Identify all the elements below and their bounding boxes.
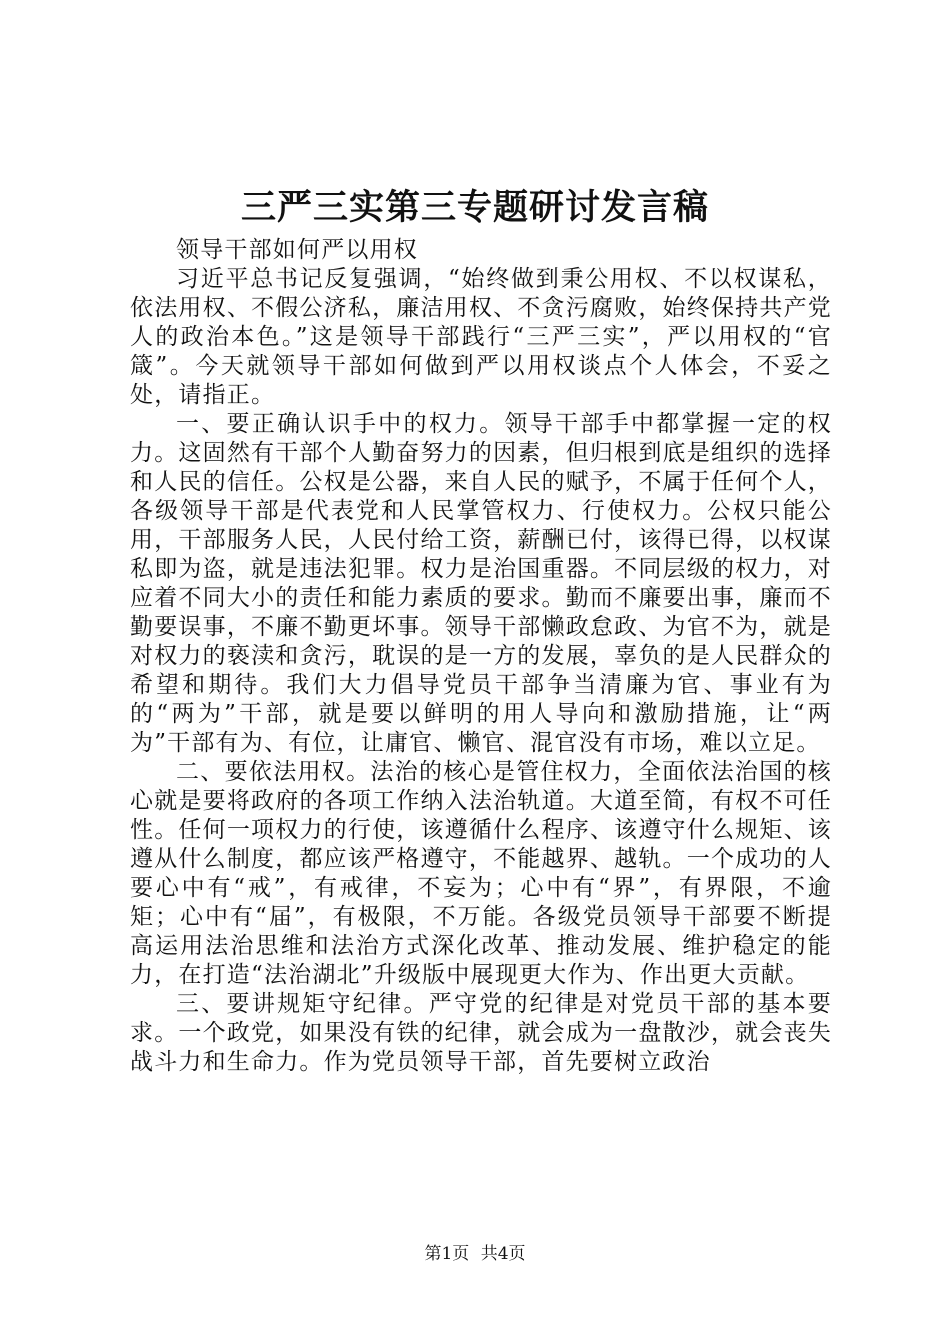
page-total: 共4页 <box>480 1244 526 1264</box>
page-footer <box>0 1242 950 1266</box>
section-two-paragraph: 二、要依法用权。法治的核心是管住权力，全面依法治国的核心就是要将政府的各项工作纳入法治轨道。大道至简，有权不可任性。任何一项权力的行使，该遵循什么程序、该遵守什么规矩、该遵从什么制度，都应该严格遵守，不能越界、越轨。一个成功的人要心中有“戒”，有戒律，不妄为；心中有“界”，有界限，不逾矩；心中有“届”，有极限，不万能。各级党员领导干部要不断提高运用法治思维和法治方式深化改革、推动发展、维护稳定的能力，在打造“法治湖北”升级版中展现更大作为、作出更大贡献。 <box>130 759 832 988</box>
subtitle-paragraph: 领导干部如何严以用权 <box>176 237 418 263</box>
section-one-paragraph: 一、要正确认识手中的权力。领导干部手中都掌握一定的权力。这固然有干部个人勤奋努力的因素，但归根到底是组织的选择和人民的信任。公权是公器，来自人民的赋予，不属于任何个人，各级领导干部是代表党和人民掌管权力、行使权力。公权只能公用，干部服务人民，人民付给工资，薪酬已付，该得已得，以权谋私即为盗，就是违法犯罪。权力是治国重器。不同层级的权力，对应着不同大小的责任和能力素质的要求。勤而不廉要出事，廉而不勤要误事，不廉不勤更坏事。领导干部懒政怠政、为官不为，就是对权力的亵渎和贪污，耽误的是一方的发展，辜负的是人民群众的希望和期待。我们大力倡导党员干部争当清廉为官、事业有为的“两为”干部，就是要以鲜明的用人导向和激励措施，让“两为”干部有为、有位，让庸官、懒官、混官没有市场，难以立足。 <box>130 411 832 756</box>
section-three-paragraph: 三、要讲规矩守纪律。严守党的纪律是对党员干部的基本要求。一个政党，如果没有铁的纪律，就会成为一盘散沙，就会丧失战斗力和生命力。作为党员领导干部，首先要树立政治 <box>130 991 832 1075</box>
page-number: 第1页 <box>424 1244 470 1264</box>
document-title: 三严三实第三专题研讨发言稿 <box>240 187 709 228</box>
intro-paragraph: 习近平总书记反复强调，“始终做到秉公用权、不以权谋私，依法用权、不假公济私，廉洁用权、不贪污腐败，始终保持共产党人的政治本色。”这是领导干部践行“三严三实”，严以用权的“官箴”。今天就领导干部如何做到严以用权谈点个人体会，不妥之处，请指正。 <box>130 266 832 408</box>
document-body <box>130 236 832 1077</box>
